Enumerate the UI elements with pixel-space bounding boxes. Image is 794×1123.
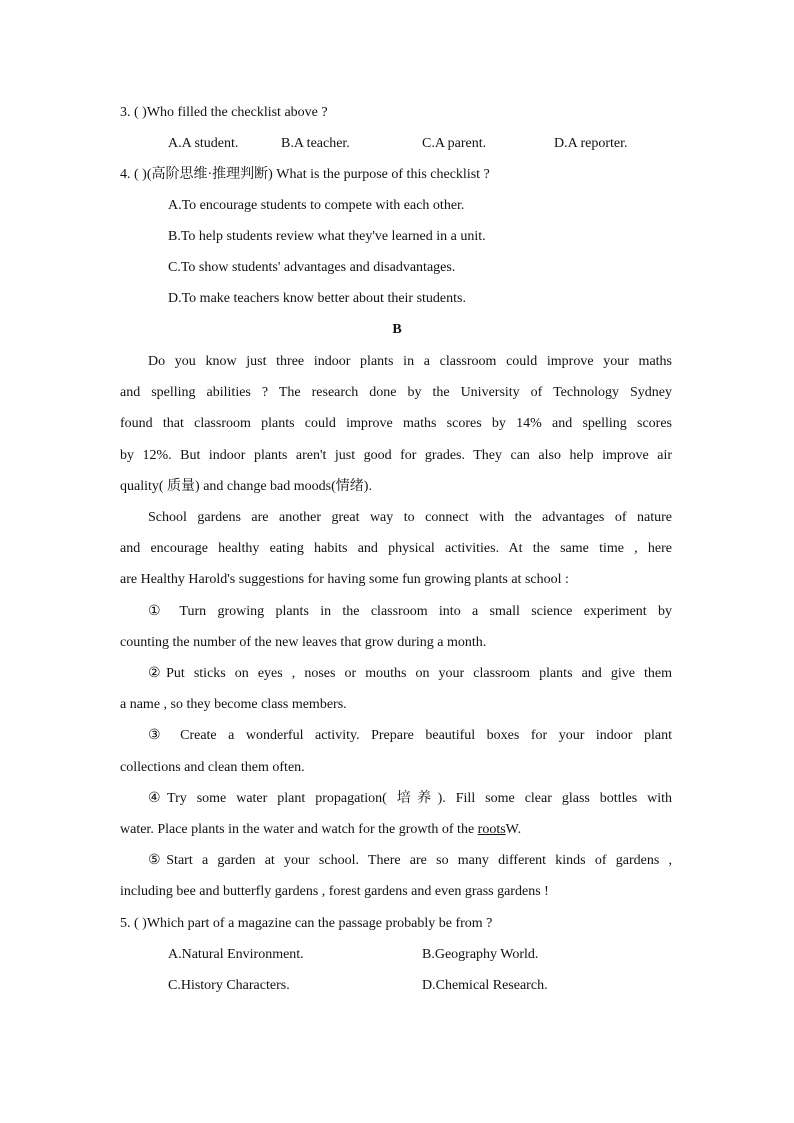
- suggestion-3-line: collections and clean them often.: [120, 760, 305, 775]
- paragraph-1-line: Do you know just three indoor plants in a classroom could improve your maths: [148, 354, 672, 369]
- suggestion-3-line: ③ Create a wonderful activity. Prepare beautiful boxes for your indoor plant: [148, 728, 672, 743]
- paragraph-2-line: are Healthy Harold's suggestions for having some fun growing plants at school :: [120, 572, 569, 587]
- paragraph-1-line: by 12%. But indoor plants aren't just good for grades. They can also help improve air: [120, 448, 672, 463]
- suggestion-4-text: water. Place plants in the water and watch for the growth of the: [120, 822, 478, 837]
- paragraph-1-line: and spelling abilities ? The research done by the University of Technology Sydney: [120, 385, 672, 400]
- question-4-stem: 4. ( )(高阶思维·推理判断) What is the purpose of this checklist ?: [120, 167, 490, 182]
- q5-option-a: A.Natural Environment.: [168, 947, 304, 962]
- q4-option-c: C.To show students' advantages and disadvantages.: [168, 260, 456, 275]
- q4-option-b: B.To help students review what they've learned in a unit.: [168, 229, 486, 244]
- q5-option-c: C.History Characters.: [168, 978, 290, 993]
- suggestion-2-line: ②Put sticks on eyes , noses or mouths on your classroom plants and give them: [148, 666, 672, 681]
- q5-option-d: D.Chemical Research.: [422, 978, 548, 993]
- suggestion-4-line: ④Try some water plant propagation( 培养). Fill some clear glass bottles with: [148, 791, 672, 806]
- q3-option-a: A.A student.: [168, 136, 239, 151]
- q3-option-b: B.A teacher.: [281, 136, 350, 151]
- question-5-stem: 5. ( )Which part of a magazine can the passage probably be from ?: [120, 916, 493, 931]
- suggestion-5-line: ⑤Start a garden at your school. There are so many different kinds of gardens ,: [148, 853, 672, 868]
- paragraph-1-line: found that classroom plants could improve maths scores by 14% and spelling scores: [120, 416, 672, 431]
- q4-option-d: D.To make teachers know better about their students.: [168, 291, 466, 306]
- underlined-word-roots: roots: [477, 822, 506, 837]
- suggestion-2-line: a name , so they become class members.: [120, 697, 347, 712]
- suggestion-1-line: ① Turn growing plants in the classroom into a small science experiment by: [148, 604, 672, 619]
- suggestion-5-line: including bee and butterfly gardens , forest gardens and even grass gardens !: [120, 884, 549, 899]
- q5-option-b: B.Geography World.: [422, 947, 539, 962]
- section-b-heading: B: [392, 322, 402, 337]
- suggestion-4-line: [120, 820, 521, 840]
- q4-option-a: A.To encourage students to compete with each other.: [168, 198, 465, 213]
- suggestion-1-line: counting the number of the new leaves that grow during a month.: [120, 635, 487, 650]
- suggestion-4-text-end: W.: [505, 822, 522, 837]
- paragraph-1-line: quality( 质量) and change bad moods(情绪).: [120, 479, 372, 494]
- q3-option-c: C.A parent.: [422, 136, 487, 151]
- paragraph-2-line: School gardens are another great way to connect with the advantages of nature: [148, 510, 672, 525]
- question-3-stem: 3. ( )Who filled the checklist above ?: [120, 105, 328, 120]
- paragraph-2-line: and encourage healthy eating habits and physical activities. At the same time , here: [120, 541, 672, 556]
- q3-option-d: D.A reporter.: [554, 136, 628, 151]
